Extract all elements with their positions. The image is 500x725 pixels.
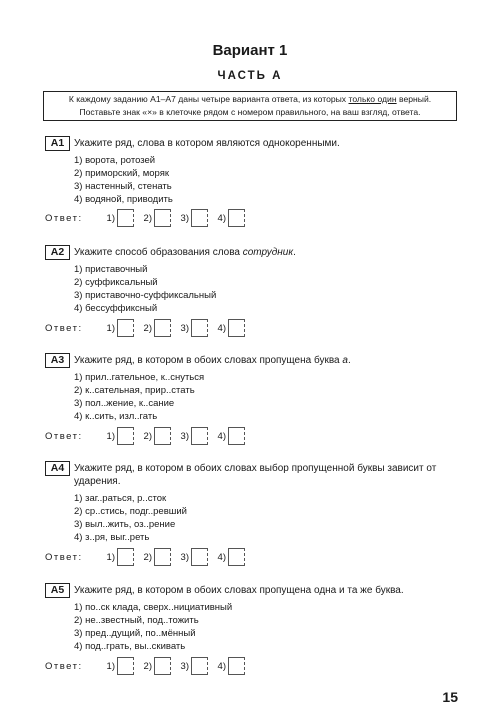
choice-label: 3) [180,322,189,334]
answer-checkbox[interactable] [117,548,134,566]
answer-label: Ответ: [45,430,83,442]
choice-label: 3) [180,551,189,563]
option: 4) бессуффиксный [74,303,158,314]
task-a2 [45,245,465,334]
question-text: Укажите способ образования слова [74,247,243,258]
option: 4) водяной, приводить [74,194,173,205]
option: 1) заг..раться, р..сток [74,493,167,504]
choice-label: 3) [180,212,189,224]
choice-label: 3) [180,430,189,442]
choice-label: 1) [106,430,115,442]
answer-row [45,548,249,566]
answer-checkbox[interactable] [117,319,134,337]
option: 2) суффиксальный [74,277,158,288]
choice-label: 1) [106,212,115,224]
option: 1) ворота, ротозей [74,155,156,166]
instructions-line1-end: верный. [396,94,432,104]
answer-checkbox[interactable] [228,319,245,337]
task-number: А3 [45,353,70,368]
task-a3 [45,353,465,442]
question-text-end: . [347,355,351,366]
part-title: ЧАСТЬ А [217,70,283,82]
choice-label: 2) [143,212,152,224]
question-text-end: . [293,247,296,258]
instructions-line1-start: К каждому заданию А1–А7 даны четыре варианта ответа, из которых [68,94,349,104]
answer-checkbox[interactable] [154,548,171,566]
answer-checkbox[interactable] [117,657,134,675]
choice-label: 1) [106,660,115,672]
task-number: А2 [45,245,70,260]
answer-checkbox[interactable] [228,657,245,675]
answer-checkbox[interactable] [117,209,134,227]
task-question [74,353,465,367]
option: 3) выл..жить, оз..рение [74,519,176,530]
choice-label: 4) [217,322,226,334]
answer-checkbox[interactable] [191,427,208,445]
question-text: Укажите ряд, в котором в обоих словах пропущена буква [74,355,343,366]
answer-checkbox[interactable] [191,657,208,675]
option: 3) настенный, стенать [74,181,172,192]
question-italic: сотрудник [242,247,294,258]
answer-checkbox[interactable] [154,427,171,445]
instructions-underlined: только один [348,94,397,104]
question-italic: а [342,355,348,366]
option: 4) к..сить, изл..гать [74,411,158,422]
task-a4 [45,461,465,563]
option: 4) з..ря, выг..реть [74,532,150,543]
choice-label: 4) [217,430,226,442]
instructions-line2: Поставьте знак «×» в клеточке рядом с номером правильного, на ваш взгляд, ответа. [79,107,421,117]
page-number: 15 [442,689,458,705]
answer-row [45,657,249,675]
option: 2) к..сательная, прир..стать [74,385,195,396]
answer-checkbox[interactable] [154,209,171,227]
answer-label: Ответ: [45,660,83,672]
choice-label: 3) [180,660,189,672]
answer-checkbox[interactable] [228,548,245,566]
choice-label: 4) [217,212,226,224]
option: 1) по..ск клада, сверх..нициативный [74,602,233,613]
choice-label: 1) [106,322,115,334]
answer-checkbox[interactable] [154,319,171,337]
answer-checkbox[interactable] [228,209,245,227]
options-list [74,263,465,315]
answer-checkbox[interactable] [191,319,208,337]
task-a5 [45,583,465,672]
choice-label: 2) [143,660,152,672]
task-question: Укажите ряд, в котором в обоих словах выбор пропущенной буквы зависит от ударения. [74,463,437,487]
option: 3) пол..жение, к..сание [74,398,175,409]
option: 3) приставочно-суффиксальный [74,290,217,301]
options-list [74,154,465,206]
task-question: Укажите ряд, в котором в обоих словах пропущена одна и та же буква. [74,585,404,596]
answer-checkbox[interactable] [117,427,134,445]
answer-checkbox[interactable] [154,657,171,675]
choice-label: 2) [143,551,152,563]
variant-title: Вариант 1 [212,42,288,59]
choice-label: 2) [143,430,152,442]
options-list [74,601,465,653]
option: 4) под..грать, вы..скивать [74,641,186,652]
option: 1) приставочный [74,264,148,275]
task-a1 [45,136,465,224]
choice-label: 2) [143,322,152,334]
option: 3) пред..дущий, по..мённый [74,628,196,639]
option: 1) прил..гательное, к..снуться [74,372,205,383]
options-list [74,492,465,544]
task-question [74,245,465,259]
answer-row [45,209,249,227]
options-list [74,371,465,423]
task-number: А5 [45,583,70,598]
task-question: Укажите ряд, слова в котором являются однокоренными. [74,138,340,149]
answer-label: Ответ: [45,212,83,224]
choice-label: 4) [217,660,226,672]
option: 2) приморский, моряк [74,168,170,179]
instructions-box [43,91,457,121]
task-number: А4 [45,461,70,476]
choice-label: 1) [106,551,115,563]
answer-checkbox[interactable] [228,427,245,445]
answer-row [45,319,249,337]
task-number: А1 [45,136,70,151]
answer-checkbox[interactable] [191,548,208,566]
answer-label: Ответ: [45,322,83,334]
answer-row [45,427,249,445]
answer-checkbox[interactable] [191,209,208,227]
choice-label: 4) [217,551,226,563]
option: 2) не..звестный, под..тожить [74,615,199,626]
option: 2) ср..стись, подг..ревший [74,506,187,517]
answer-label: Ответ: [45,551,83,563]
